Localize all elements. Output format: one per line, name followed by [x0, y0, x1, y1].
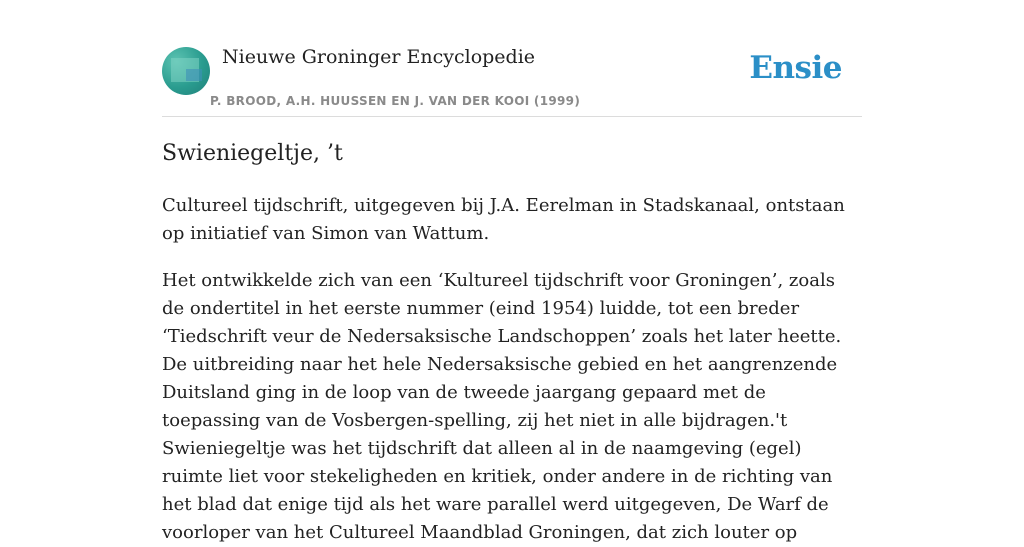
- book-cover-detail: [186, 69, 202, 81]
- entry-paragraph: Cultureel tijdschrift, uitgegeven bij J.A. Eerelman in Stadskanaal, ontstaan op initiatief van Simon van Wattum.: [162, 195, 845, 244]
- page: [162, 0, 862, 543]
- book-authors: P. BROOD, A.H. HUUSSEN EN J. VAN DER KOOI (1999): [210, 94, 581, 108]
- entry-title: Swieniegeltje, ’t: [162, 141, 343, 166]
- book-title[interactable]: Nieuwe Groninger Encyclopedie: [222, 46, 536, 68]
- book-cover-thumbnail[interactable]: [162, 47, 210, 95]
- ensie-logo[interactable]: Ensie: [749, 50, 842, 86]
- header: [162, 0, 862, 117]
- entry-paragraph: Het ontwikkelde zich van een ‘Kultureel tijdschrift voor Groningen’, zoals de ondertitel in het eerste nummer (eind 1954) luidde, tot een breder ‘Tiedschrift veur de Nedersaksische Landschoppen’ zoals het later heette. De uitbreiding naar het hele Nedersaksische gebied en het aangrenzende Duitsland ging in de loop van de tweede jaargang gepaard met de toepassing van de Vosbergen-spelling, zij het niet in alle bijdragen.'t Swieniegeltje was het tijdschrift dat alleen al in de naamgeving (egel) ruimte liet voor stekeligheden en kritiek, onder andere in de richting van het blad dat enige tijd als het ware parallel werd uitgegeven, De Warf de voorloper van het Cultureel Maandblad Groningen, dat zich louter op: [162, 270, 842, 543]
